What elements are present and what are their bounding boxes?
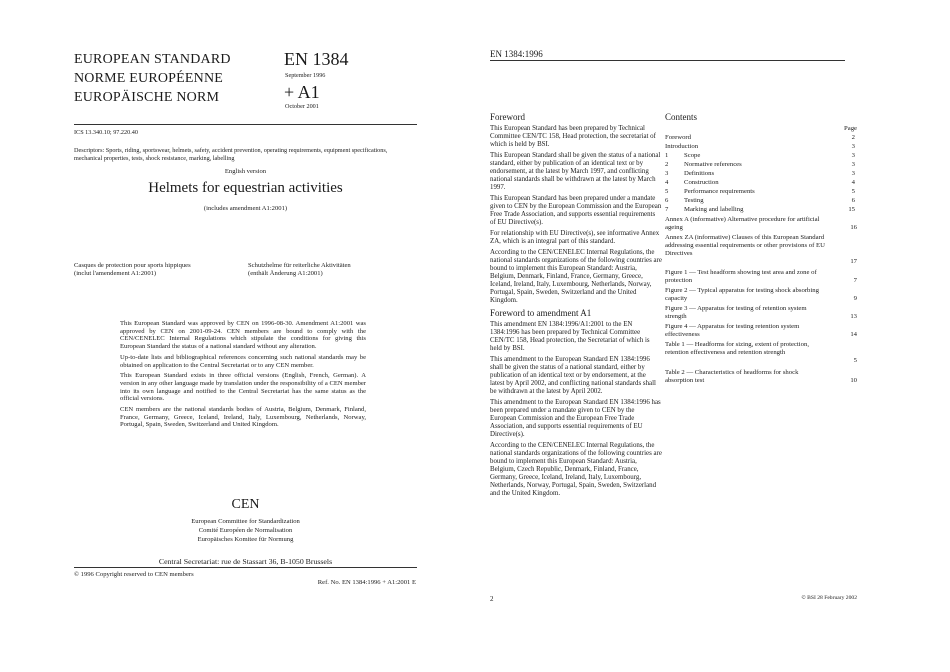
running-head: EN 1384:1996 [490,49,543,59]
foreword-heading: Foreword [490,112,525,122]
toc-entry-title: Scope [684,152,701,159]
foreword-paragraph: For relationship with EU Directive(s), see informative Annex ZA, which is an integral part of this standard. [490,230,660,245]
footer-rule [74,567,417,568]
toc-annex-a[interactable]: Annex A (informative) Alternative procedure for artificial ageing [665,216,820,231]
toc-entry-page: 5 [853,357,857,364]
toc-entry-number: 2 [665,161,669,168]
toc-entry-page: 3 [851,170,855,177]
toc-entry-title: Introduction [665,143,699,150]
french-title-note: (inclut l'amendement A1:2001) [74,270,157,277]
toc-entry-title: Performance requirements [684,188,755,195]
cen-logo-text: CEN [231,497,260,512]
toc-entry-title: Normative references [684,161,742,168]
amendment-date: October 2001 [285,103,319,110]
right-page [475,0,950,672]
toc-entry-page: 5 [851,188,855,195]
toc-entry-page: 3 [851,161,855,168]
amendment-heading: Foreword to amendment A1 [490,308,592,318]
document-title: Helmets for equestrian activities [148,180,343,196]
toc-entry-title: Marking and labelling [684,206,744,213]
toc-entry-number: 6 [665,197,669,204]
toc-entry-page: 2 [851,134,855,141]
toc-entry-number: 7 [665,206,669,213]
descriptors: Descriptors: Sports, riding, sportswear, helmets, safety, accident prevention, operating requirements, equipment specifications, mechanical properties, tests, shock resistance, marking, labelling [74,147,388,162]
toc-entry-page: 7 [853,277,857,284]
amendment-paragraph: According to the CEN/CENELEC Internal Regulations, the national standards organizations of the following countries are bound to implement this European Standard: Austria, Belgium, Czech Republic, Denmark, Finland, France, Germany, Greece, Iceland, Ireland, Italy, Luxembourg, Netherlands, Norway, Portugal, Spain, Sweden, Switzerland and the United Kingdom. [490,442,662,497]
french-title [74,262,234,278]
toc-entry-title: Definitions [684,170,715,177]
toc-table-2[interactable]: Table 2 — Characteristics of headforms for shock absorption test [665,369,799,384]
page-column-label: Page [844,125,857,132]
document-subtitle: (includes amendment A1:2001) [203,205,288,212]
toc-entry-page: 4 [851,179,855,186]
toc-entry-number: 1 [665,152,669,159]
toc-entry-page: 13 [850,313,857,320]
toc-entry-number: 5 [665,188,669,195]
toc-entry-page: 6 [851,197,855,204]
amendment-body [490,321,662,498]
toc-table-1[interactable]: Table 1 — Headforms for sizing, extent of protection, retention effectiveness and retention strength [665,341,810,356]
toc-entry-page: 10 [850,377,857,384]
running-head-rule [490,60,845,61]
toc-entry-page: 17 [850,258,857,265]
french-title-line: Casques de protection pour sports hippiques [74,262,191,269]
toc-entry-title: Construction [684,179,719,186]
amendment-paragraph: This amendment to the European Standard EN 1384:1996 has been prepared under a mandate given to CEN by the European Commission and the European Free Trade Association, and supports essential requirements of EU Directive(s). [490,399,661,438]
standard-number: EN 1384 [284,49,349,69]
committee-name-fr: Comité Européen de Normalisation [198,527,293,534]
toc-entry-title: Foreword [665,134,692,141]
toc-entry-title: Testing [684,197,704,204]
foreword-paragraph: This European Standard has been prepared under a mandate given to CEN by the European Commission and the European Free Trade Association, and supports essential requirements of EU Directive(s). [490,195,662,226]
foreword-column [490,112,662,501]
ics-code: ICS 13.340.10; 97.220.40 [74,129,138,136]
toc-entry-page: 9 [853,295,857,302]
contents-column [665,112,857,362]
toc-entry-page: 16 [850,224,857,231]
toc-figure-4[interactable]: Figure 4 — Apparatus for testing retention system effectiveness [665,323,800,338]
toc-entry-number: 3 [665,170,669,177]
toc-figure-1[interactable]: Figure 1 — Test headform showing test area and zone of protection [665,269,817,284]
reference-number: Ref. No. EN 1384:1996 + A1:2001 E [317,579,416,586]
toc-entry-number: 4 [665,179,669,186]
committee-name-de: Europäisches Komitee für Normung [197,536,294,543]
central-secretariat: Central Secretariat: rue de Stassart 36, B-1050 Brussels [158,557,333,566]
page-number: 2 [490,595,494,603]
german-title-note: (enthält Änderung A1:2001) [248,270,323,277]
header-rule [74,124,417,125]
toc-entry[interactable] [665,134,855,142]
approval-paragraph: This European Standard was approved by CEN on 1996-08-30. Amendment A1:2001 was approved by CEN on 2001-09-24. CEN members are bound to comply with the CEN/CENELEC Internal Regulations which stipulate the conditions for giving this European Standard the status of a national standard without any alteration. [120,320,366,351]
amendment-paragraph: This amendment to the European Standard EN 1384:1996 shall be given the status of a national standard, either by publication of an identical text or by endorsement, at the latest by April 2002, and conflicting national standards shall be withdrawn at the latest by April 2002. [490,356,656,395]
committee-names [74,517,417,544]
approval-paragraph: CEN members are the national standards bodies of Austria, Belgium, Denmark, Finland, France, Germany, Greece, Iceland, Ireland, Italy, Luxembourg, Netherlands, Norway, Portugal, Spain, Sweden, Switzerland and United Kingdom. [120,406,366,429]
committee-name-en: European Committee for Standardization [191,518,300,525]
standard-header-fr: NORME EUROPÉENNE [74,71,224,86]
toc-entry[interactable] [665,143,855,151]
foreword-body [490,125,662,305]
toc-entry-page: 3 [851,143,855,150]
approval-paragraph: This European Standard exists in three official versions (English, French, German). A version in any other language made by translation under the responsibility of a CEN member into its own language and notified to the Central Secretariat has the same status as the official versions. [120,372,366,403]
toc-annex-za[interactable]: Annex ZA (informative) Clauses of this European Standard addressing essential requirements or other provisions of EU Directives [665,234,825,257]
toc-figure-2[interactable]: Figure 2 — Typical apparatus for testing shock absorbing capacity [665,287,819,302]
foreword-paragraph: This European Standard has been prepared by Technical Committee CEN/TC 158, Head protection, the secretariat of which is held by BSI. [490,125,656,148]
foreword-paragraph: This European Standard shall be given the status of a national standard, either by publication of an identical text or by endorsement, at the latest by March 1997, and conflicting national standards shall be withdrawn at the latest by March 1997. [490,152,661,191]
contents-heading: Contents [665,112,698,122]
standard-header-en: EUROPEAN STANDARD [74,52,231,67]
toc-entry-page: 14 [850,331,857,338]
toc-entry-page: 15 [848,206,855,213]
foreword-paragraph: According to the CEN/CENELEC Internal Regulations, the national standards organizations of the following countries are bound to implement this European Standard: Austria, Belgium, Denmark, Finland, France, Germany, Greece, Iceland, Ireland, Italy, Luxembourg, Netherlands, Norway, Portugal, Spain, Sweden, Switzerland and the United Kingdom. [490,249,662,304]
copyright-notice: © 1996 Copyright reserved to CEN members [74,571,194,578]
amendment-paragraph: This amendment EN 1384:1996/A1:2001 to the EN 1384:1996 has been prepared by Technical Committee CEN/TC 158, Head protection, the Secretariat of which is held by BSI. [490,321,650,352]
german-title-line: Schutzhelme für reiterliche Aktivitäten [248,262,351,269]
publication-date: September 1996 [285,72,326,79]
version-label: English version [224,168,267,175]
standard-header-de: EUROPÄISCHE NORM [74,90,220,105]
approval-paragraph: Up-to-date lists and bibliographical references concerning such national standards may be obtained on application to the Central Secretariat or to any CEN member. [120,353,366,369]
bsi-footer: © BSI 28 February 2002 [801,595,857,601]
toc-entry-page: 3 [851,152,855,159]
toc-figure-3[interactable]: Figure 3 — Apparatus for testing of retention system strength [665,305,807,320]
german-title [248,262,418,278]
amendment-label: + A1 [284,82,320,102]
approval-block [120,320,366,429]
